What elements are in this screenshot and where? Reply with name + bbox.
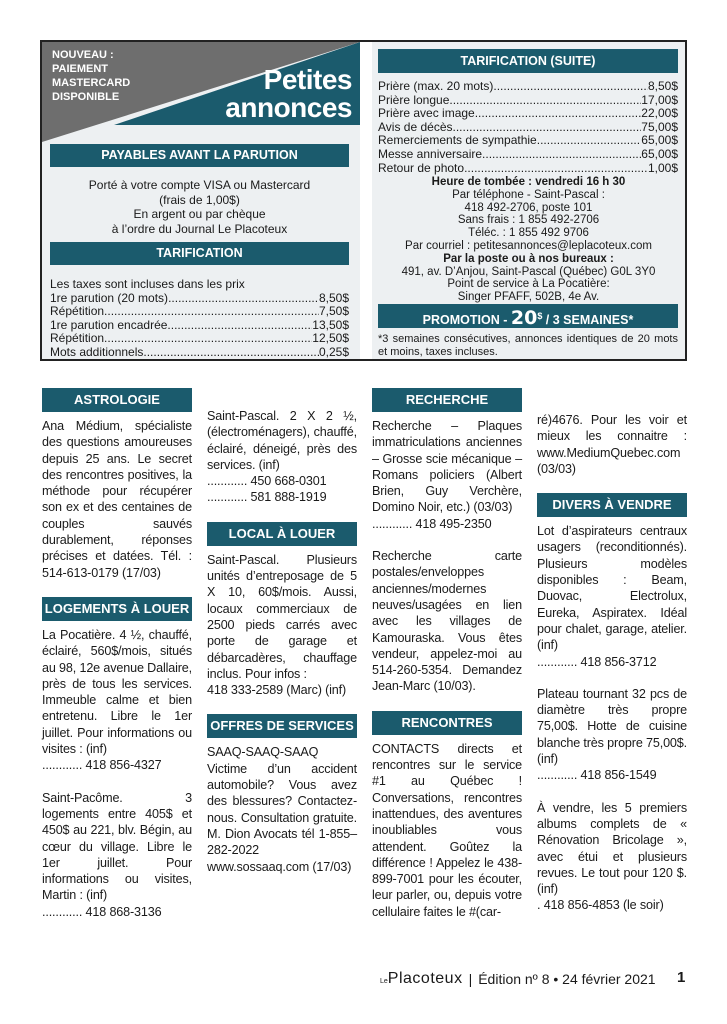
price-value: 22,00$ [641,107,678,121]
dot-leader [104,332,312,346]
section-heading-logements: LOGEMENTS À LOUER [42,597,192,621]
ad-text-continued: ré)4676. Pour les voir et mieux les connaitre : www.MediumQuebec.com (03/03) [537,413,687,476]
price-value: 7,50$ [318,305,349,319]
section-heading-local: LOCAL À LOUER [207,522,357,546]
ad-phone: ............ 418 856-4327 [42,758,162,773]
dot-leader [104,305,319,319]
ad-text: Recherche carte postales/enveloppes anciennes/modernes neuves/usagées en lien avec les villages de Kamouraska. Vous êtes vendeur, appelez-moi au 514-260-5354. Demandez Jean-Marc (10/03). [372,549,522,694]
info-box [40,40,687,361]
logo-text: Placoteux [387,970,463,987]
price-row [378,107,678,121]
price-label: 1re parution (20 mots) [50,291,169,305]
price-label: Messe anniversaire [378,147,483,161]
price-label: Prière avec image [378,107,475,121]
banner-line: MASTERCARD [52,77,131,89]
email: Par courriel : petitesannonces@leplacoteux.com [405,239,652,252]
right-panel [372,42,685,359]
ad-phone: 418 333-2589 (Marc) (inf) [207,683,347,698]
ad-text: La Pocatière. 4 ½, chauffé, éclairé, 560$/mois, situés au 98, 12e avenue Dallaire, près de tous les services. Immeuble calme et bien entretenu. Libre le 1er juillet. Pour informations ou visites : (inf) [42,627,192,757]
ad-astrologie: Ana Médium, spécialiste des questions amoureuses depuis 25 ans. Le secret des rencontres positives, la méthode pour récupérer son ex et des centaines de couples sauvés durablement, réponses précises et datées. Tél. : 514-613-0179 (17/03) [42,419,192,580]
promo-prefix: PROMOTION - [422,313,511,328]
dot-leader [475,107,642,121]
price-row [50,292,349,306]
payables-heading: PAYABLES AVANT LA PARUTION [50,144,349,167]
ad-phone: ............ 418 868-3136 [42,904,162,919]
price-value: 13,50$ [312,318,349,332]
dot-leader [482,148,641,162]
price-label: Avis de décès [378,120,453,134]
dot-leader [537,134,642,148]
footer-divider: | [468,971,473,987]
tarification-suite-list [378,80,678,175]
section-heading-rencontres: RENCONTRES [372,711,522,735]
payment-info [50,178,349,236]
dot-leader [493,80,648,94]
left-panel [42,42,360,359]
ad-text: Saint-Pascal. 2 X 2 ½, (électroménagers), chauffé, éclairé, déneigé, près des services. (inf) [207,409,357,472]
mastercard-notice [52,48,130,104]
price-row [378,94,678,108]
promotion-banner [378,304,678,328]
contact-info [372,176,685,304]
fax: Téléc. : 1 855 492 9706 [468,227,589,240]
banner-line: PAIEMENT [52,63,109,75]
phone: 418 492-2706, poste 101 [464,201,593,214]
price-value: 8,50$ [647,80,678,93]
price-label: Répétition [50,332,105,346]
contact-line: Par téléphone - Saint-Pascal : [452,188,605,201]
payment-line: à l’ordre du Journal Le Placoteux [111,221,288,236]
toll-free: Sans frais : 1 855 492-2706 [457,214,600,227]
price-label: Prière longue [378,93,450,107]
tarification-heading: TARIFICATION [50,242,349,265]
dot-leader [453,121,642,135]
column-3 [372,388,522,920]
price-row [50,305,349,319]
promotion-note: *3 semaines consécutives, annonces identiques de 20 mots et moins, taxes incluses. [378,333,678,358]
price-row [378,80,678,94]
edition-info: Édition nº 8 • 24 février 2021 [478,971,656,987]
ad-text: À vendre, les 5 premiers albums complets de « Rénovation Bricolage », avec étui et plusieurs revues. Le tout pour 120 $. (inf) [537,800,687,897]
promo-amount: 20 [510,307,538,330]
dot-leader [464,162,648,176]
dot-leader [168,292,319,306]
price-row [378,162,678,176]
price-row [378,121,678,135]
section-heading-offres: OFFRES DE SERVICES [207,714,357,738]
dot-leader [449,94,641,108]
payment-line: En argent ou par chèque [133,207,266,221]
price-row [50,319,349,333]
tax-note: Les taxes sont incluses dans les prix [50,277,245,291]
ad-phone: . 418 856-4853 (le soir) [537,898,664,913]
payment-line: Porté à votre compte VISA ou Mastercard [88,178,311,192]
section-heading-astrologie: ASTROLOGIE [42,388,192,412]
column-1 [42,388,192,920]
payment-line: (frais de 1,00$) [159,192,240,207]
title-line: Petites [263,64,352,95]
column-2 [207,408,357,875]
price-value: 17,00$ [641,93,678,107]
price-label: Retour de photo [378,161,465,175]
price-row [50,346,349,359]
price-label: 1re parution encadrée [50,318,168,332]
price-row [378,134,678,148]
price-value: 65,00$ [641,134,678,148]
section-heading-recherche: RECHERCHE [372,388,522,412]
ad-text: Lot d’aspirateurs centraux usagers (reconditionnés). Plusieurs modèles disponibles : Beam, Duovac, Electrolux, Eureka, Aspiratex. Idéal pour chalet, garage, atelier. (inf) [537,524,687,653]
page-title [225,66,352,122]
newspaper-logo [380,970,463,988]
tarification-list [50,278,349,359]
price-row [50,332,349,346]
column-4 [537,412,687,914]
section-heading-divers: DIVERS À VENDRE [537,493,687,517]
price-label: Répétition [50,305,105,319]
tarification-suite-heading: TARIFICATION (SUITE) [378,49,678,73]
banner-line: DISPONIBLE [52,91,120,103]
promo-suffix: / 3 SEMAINES* [542,313,634,328]
ad-text: Saint-Pacôme. 3 logements entre 405$ et 450$ au 221, blv. Bégin, au cœur du village. Libre le 1er juillet. Pour informations ou visites, Martin : (inf) [42,790,192,903]
ad-text: CONTACTS directs et rencontres sur le service #1 au Québec ! Conversations, rencontres inattendues, des aventures inoubliables vous attendent. Goûtez la différence ! Appelez le 438-899-7001 pour les écouter, leur parler, ou, depuis votre cellulaire faites le #(car- [372,741,522,919]
ad-text: Saint-Pascal. Plusieurs unités d’entreposage de 5 X 10, 60$/mois. Aussi, locaux commerciaux de 2500 pieds carrés avec porte de garage et débarcadères, chauffage inclus. Pour infos : [207,552,357,681]
price-label: Mots additionnels [50,345,144,359]
title-line: annonces [225,92,352,123]
service-point: Point de service à La Pocatière: [447,278,610,291]
price-label: Remerciements de sympathie [378,134,537,148]
price-value: 75,00$ [641,120,678,134]
price-row [378,148,678,162]
price-value: 1,00$ [647,161,678,175]
deadline: Heure de tombée : vendredi 16 h 30 [431,176,626,188]
price-value: 12,50$ [312,332,349,346]
address: 491, av. D’Anjou, Saint-Pascal (Québec) G0L 3Y0 [401,265,656,278]
logo-prefix: Le [380,978,388,985]
ad-phone: ............ 581 888-1919 [207,490,327,505]
ad-text: Recherche – Plaques immatriculations anciennes – Grosse scie mécanique – Romans policiers (Albert Brien, Guy Verchère, Domino Noir, etc.) (03/03) [372,419,522,515]
dot-leader [167,319,312,333]
price-value: 65,00$ [641,147,678,161]
page-footer [380,970,656,988]
page-number: 1 [677,969,686,986]
ad-text: SAAQ-SAAQ-SAAQ Victime d’un accident automobile? Vous avez des blessures? Contactez-nous. Consultation gratuite. M. Dion Avocats tél 1-855–282-2022 www.sossaaq.com (17/03) [207,745,357,874]
dot-leader [143,346,319,359]
service-point-address: Singer PFAFF, 502B, 4e Av. [457,291,600,304]
promo-currency: $ [537,311,543,321]
price-label: Prière (max. 20 mots) [378,80,494,93]
ad-phone: ............ 418 856-1549 [537,768,657,783]
price-value: 8,50$ [318,291,349,305]
ad-phone: ............ 418 495-2350 [372,516,492,531]
mail-heading: Par la poste ou à nos bureaux : [443,252,614,265]
ad-phone: ............ 450 668-0301 [207,474,327,489]
price-value: 0,25$ [318,345,349,359]
ad-phone: ............ 418 856-3712 [537,654,657,669]
ad-text: Plateau tournant 32 pcs de diamètre très propre 75,00$. Hotte de cuisine blanche très propre 75,00$. (inf) [537,686,687,767]
banner-line: NOUVEAU : [52,49,114,61]
